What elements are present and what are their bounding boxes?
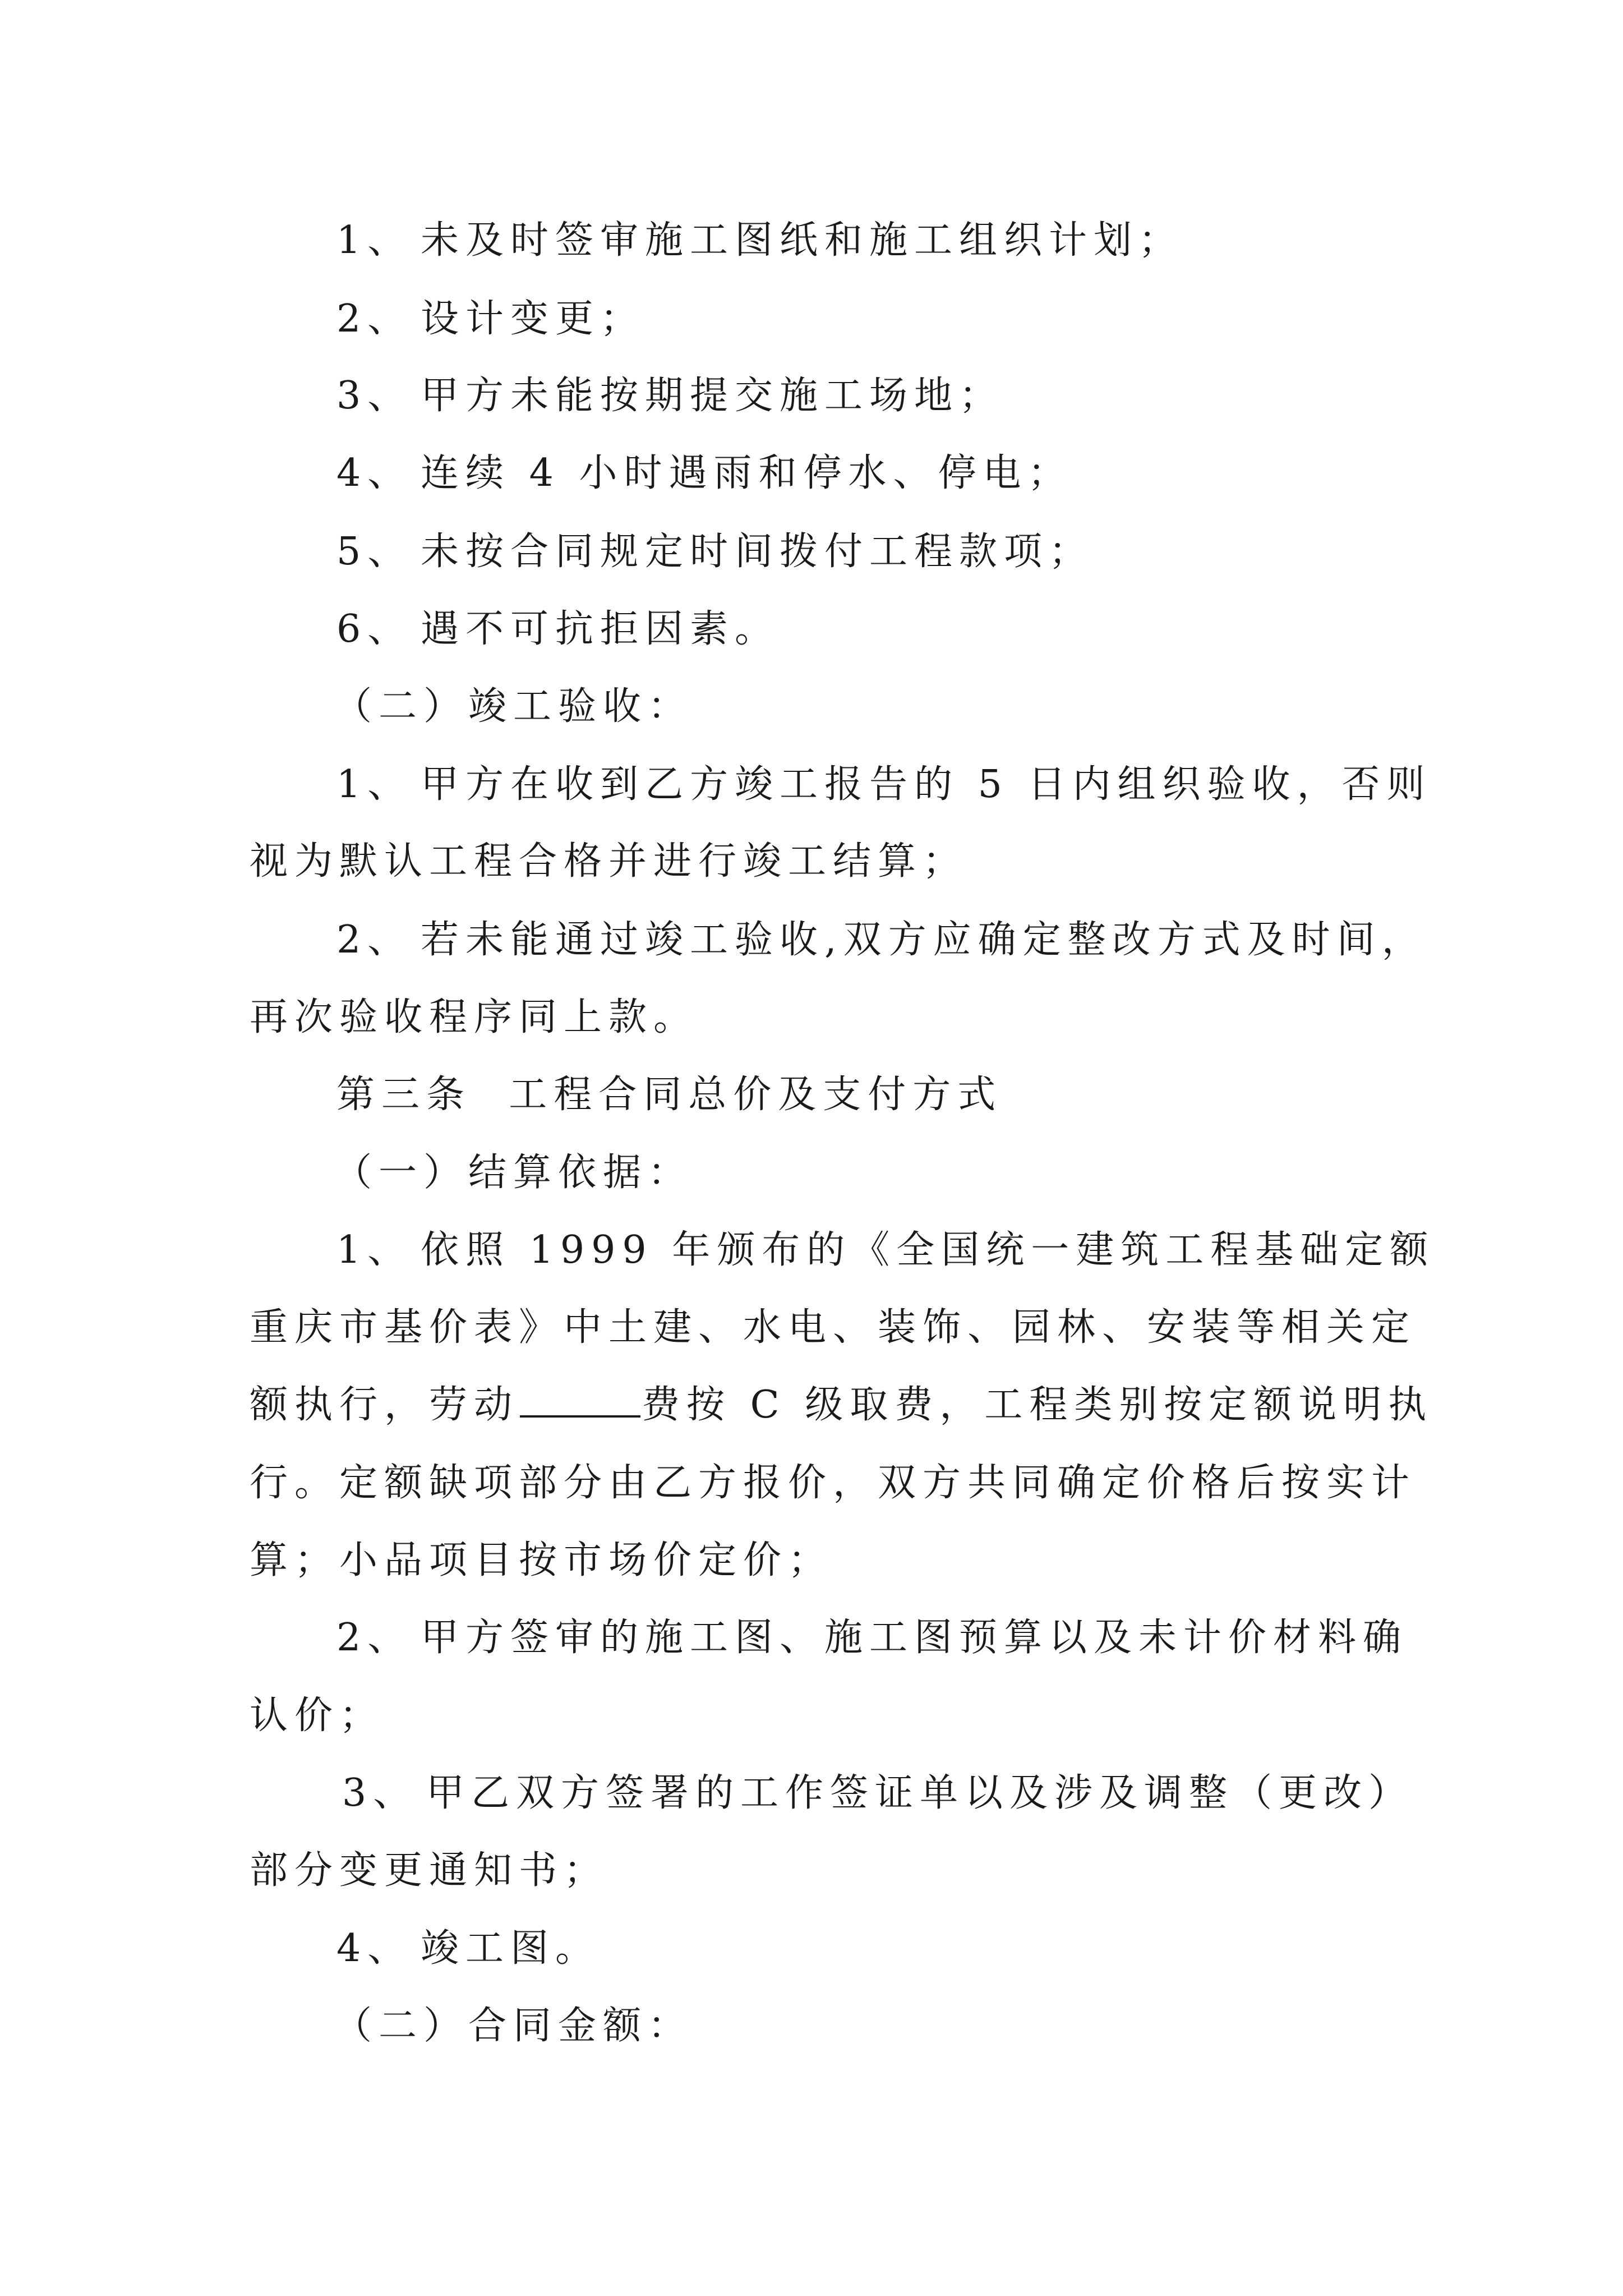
list-item [336,297,645,341]
item-number: 4、 [336,1926,413,1971]
article-heading: 第三条 工程合同总价及支付方式 [336,1073,1003,1117]
list-item [336,374,1004,418]
item-number: 2、 [336,1616,413,1660]
item-text: 未及时签审施工图纸和施工组织计划； [421,218,1184,263]
list-item [336,1228,1435,1272]
list-item [336,530,1094,574]
paragraph-line: 部分变更通知书； [250,1848,609,1893]
item-text: 竣工图。 [421,1926,601,1971]
list-item [336,762,1432,807]
list-item [336,607,780,651]
item-text: 依照 1999 年颁布的《全国统一建筑工程基础定额 [421,1228,1435,1272]
item-number: 2、 [336,918,413,962]
item-text: 连续 4 小时遇雨和停水、停电； [421,451,1073,495]
list-item [336,918,1427,962]
item-number: 4、 [336,451,413,495]
item-number: 1、 [336,1228,413,1272]
item-text: 甲乙双方签署的工作签证单以及涉及调整（更改） [426,1771,1414,1815]
list-item [336,1926,601,1971]
item-text: 甲方签审的施工图、施工图预算以及未计价材料确 [421,1616,1408,1660]
paragraph-line: 重庆市基价表》中土建、水电、装饰、园林、安装等相关定 [250,1305,1417,1350]
paragraph-text: 额执行，劳动 [250,1383,519,1427]
paragraph-text: 费按 C 级取费，工程类别按定额说明执 [642,1383,1433,1427]
section-heading: （一）结算依据： [334,1151,693,1195]
paragraph-line: 算；小品项目按市场价定价； [250,1538,833,1582]
paragraph-line: 认价； [250,1694,385,1738]
item-number: 6、 [336,607,413,651]
list-item [336,451,1073,495]
item-text: 遇不可抗拒因素。 [421,607,780,651]
item-text: 若未能通过竣工验收,双方应确定整改方式及时间， [421,918,1427,962]
item-text: 未按合同规定时间拨付工程款项； [421,530,1094,574]
item-number: 3、 [342,1771,418,1815]
item-number: 2、 [336,297,413,341]
section-heading: （二）合同金额： [334,2004,693,2048]
item-number: 1、 [336,762,413,807]
item-number: 1、 [336,218,413,263]
item-text: 设计变更； [421,297,645,341]
list-item [342,1771,1414,1815]
paragraph-line [250,1383,1433,1427]
paragraph-line: 再次验收程序同上款。 [250,995,699,1039]
list-item [336,218,1184,263]
item-number: 3、 [336,374,413,418]
section-heading: （二）竣工验收： [334,684,693,729]
fill-in-blank [520,1413,640,1418]
paragraph-line: 视为默认工程合格并进行竣工结算； [250,839,968,884]
item-number: 5、 [336,530,413,574]
item-text: 甲方未能按期提交施工场地； [421,374,1004,418]
item-text: 甲方在收到乙方竣工报告的 5 日内组织验收，否则 [421,762,1432,807]
list-item [336,1616,1408,1660]
paragraph-line: 行。定额缺项部分由乙方报价，双方共同确定价格后按实计 [250,1461,1417,1505]
